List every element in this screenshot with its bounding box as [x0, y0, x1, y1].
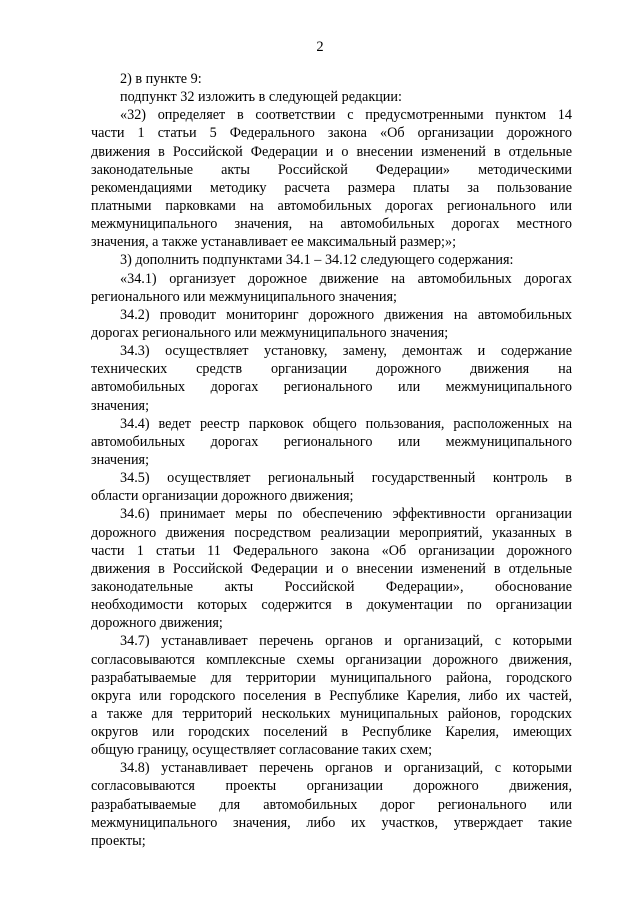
text-line: 34.5) осуществляет региональный государственный контроль в: [120, 470, 572, 487]
text-line: разрабатываемые для территории муниципального района, городского: [91, 669, 572, 686]
text-line: 34.6) принимает меры по обеспечению эффективности организации: [120, 506, 572, 523]
text-line: межмуниципального значения, либо их участков, утверждает такие: [91, 814, 572, 831]
text-line: округов или городских поселений в Республике Карелия, имеющих: [91, 724, 572, 741]
text-line: 34.4) ведет реестр парковок общего пользования, расположенных на: [120, 415, 572, 432]
text-line: межмуниципального значения, на автомобильных дорогах местного: [91, 216, 572, 233]
text-line: 34.3) осуществляет установку, замену, демонтаж и содержание: [120, 343, 572, 360]
text-line: необходимости которых содержится в документации по организации: [91, 597, 572, 614]
text-line: 34.7) устанавливает перечень органов и организаций, с которыми: [120, 633, 572, 650]
text-line: подпункт 32 изложить в следующей редакции:: [120, 89, 402, 106]
text-line: значения;: [91, 451, 150, 468]
text-line: значения, а также устанавливает ее максимальный размер;»;: [91, 234, 457, 251]
text-line: движения в Российской Федерации и о внесении изменений в отдельные: [91, 143, 572, 160]
text-line: дорожного движения посредством реализации мероприятий, указанных в: [91, 524, 572, 541]
text-line: 34.8) устанавливает перечень органов и организаций, с которыми: [120, 760, 572, 777]
text-line: «32) определяет в соответствии с предусмотренными пунктом 14: [120, 107, 572, 124]
text-line: движения в Российской Федерации и о внесении изменений в отдельные: [91, 560, 572, 577]
text-line: рекомендациями методику расчета размера платы за пользование: [91, 179, 572, 196]
text-line: округа или городского поселения в Республике Карелия, либо их частей,: [91, 687, 572, 704]
text-line: «34.1) организует дорожное движение на автомобильных дорогах: [120, 270, 572, 287]
text-line: разрабатываемые для автомобильных дорог регионального или: [91, 796, 572, 813]
text-line: проекты;: [91, 832, 146, 849]
text-line: а также для территорий нескольких муниципальных районов, городских: [91, 705, 572, 722]
text-line: автомобильных дорогах регионального или межмуниципального: [91, 379, 572, 396]
text-line: общую границу, осуществляет согласование таких схем;: [91, 742, 433, 759]
text-line: 3) дополнить подпунктами 34.1 – 34.12 следующего содержания:: [120, 252, 514, 269]
text-line: части 1 статьи 11 Федерального закона «Об организации дорожного: [91, 542, 572, 559]
text-line: дорогах регионального или межмуниципального значения;: [91, 324, 449, 341]
text-line: части 1 статьи 5 Федерального закона «Об организации дорожного: [91, 125, 572, 142]
text-line: законодательные акты Российской Федерации» методическими: [91, 161, 572, 178]
text-line: законодательные акты Российской Федерации», обоснование: [91, 578, 572, 595]
text-line: платными парковками на автомобильных дорогах регионального или: [91, 197, 572, 214]
text-line: 2) в пункте 9:: [120, 71, 202, 87]
text-line: регионального или межмуниципального значения;: [91, 288, 397, 305]
text-line: значения;: [91, 397, 150, 414]
text-line: автомобильных дорогах регионального или межмуниципального: [91, 433, 572, 450]
text-line: согласовываются проекты организации дорожного движения,: [91, 778, 572, 795]
text-line: 34.2) проводит мониторинг дорожного движения на автомобильных: [120, 306, 572, 323]
text-line: согласовываются комплексные схемы организации дорожного движения,: [91, 651, 572, 668]
text-line: дорожного движения;: [91, 615, 223, 632]
text-line: технических средств организации дорожного движения на: [91, 361, 572, 378]
document-body: [91, 70, 572, 850]
page-number: 2: [316, 39, 324, 55]
text-line: области организации дорожного движения;: [91, 488, 354, 505]
